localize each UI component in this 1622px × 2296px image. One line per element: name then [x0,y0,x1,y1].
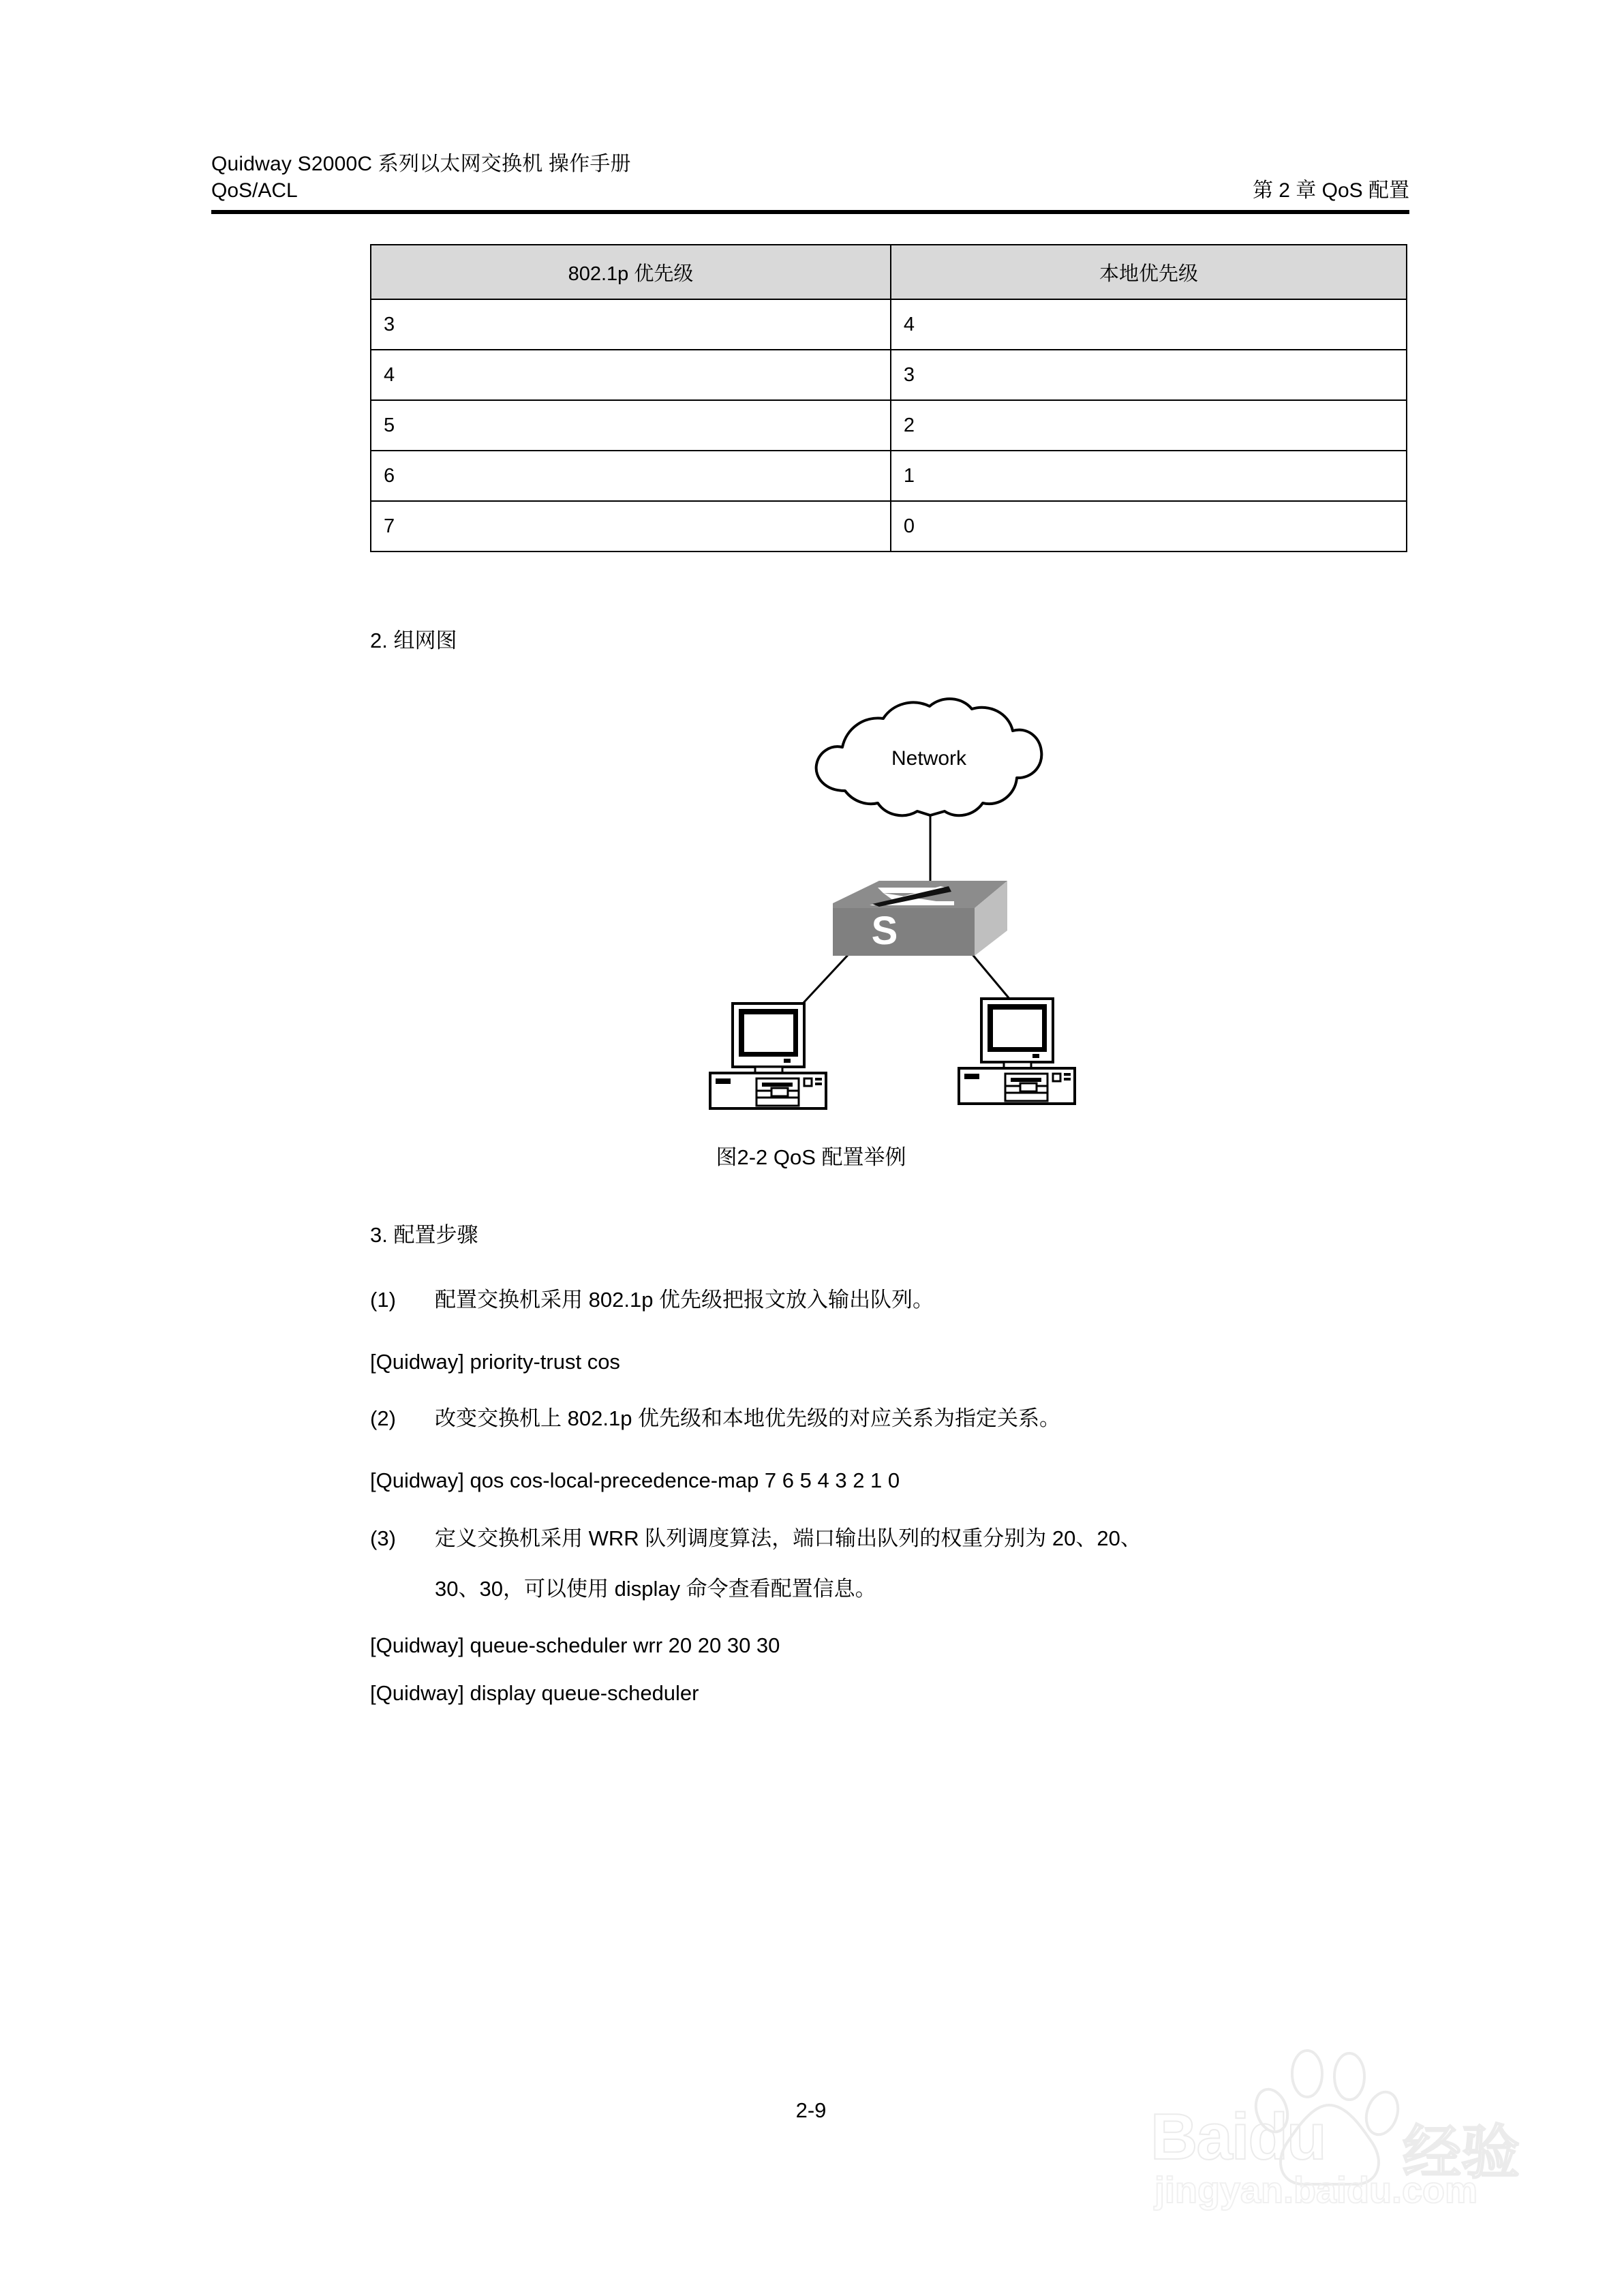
table-cell-8021p: 6 [371,451,891,501]
watermark-brand-cn: 经验 [1403,2120,1520,2186]
table-header-row [371,245,1407,299]
table-col-header-local: 本地优先级 [891,245,1407,299]
topology-svg [682,689,1090,1138]
pc-icon-left [710,1003,826,1108]
heading-networking-diagram: 2. 组网图 [370,629,457,652]
pc-icon-right [959,999,1075,1104]
priority-mapping-table [370,244,1407,552]
table-cell-local: 1 [891,451,1407,501]
baidu-watermark [1150,2031,1587,2236]
header-second-row [211,177,1409,205]
network-cloud-icon [816,699,1042,815]
command-line-1: [Quidway] priority-trust cos [370,1350,620,1374]
step-3-continuation [370,1569,1413,1609]
link-switch-to-pc-right [971,953,1013,1003]
table-cell-8021p: 4 [371,350,891,400]
table-row [371,400,1407,451]
page-number: 2-9 [795,2098,827,2122]
step-3-text-line2: 30、30，可以使用 display 命令查看配置信息。 [435,1577,876,1601]
table-col-header-8021p: 802.1p 优先级 [371,245,891,299]
header-rule [211,210,1409,214]
table-cell-local: 0 [891,501,1407,552]
watermark-url: jingyan.baidu.com [1154,2170,1478,2211]
command-line-4: [Quidway] display queue-scheduler [370,1681,699,1705]
step-3 [370,1519,1413,1558]
step-2-text: 改变交换机上 802.1p 优先级和本地优先级的对应关系为指定关系。 [435,1406,1061,1430]
header-chapter-label: 第 2 章 QoS 配置 [1252,179,1409,202]
table-row [371,501,1407,552]
running-header [211,151,1409,205]
watermark-brand: Baidu [1150,2100,1326,2173]
command-line-3: [Quidway] queue-scheduler wrr 20 20 30 30 [370,1633,780,1657]
switch-icon [833,881,1007,956]
command-line-2: [Quidway] qos cos-local-precedence-map 7 6 5 4 3 2 1 0 [370,1468,900,1492]
table-cell-local: 2 [891,400,1407,451]
step-2-number: (2) [370,1406,396,1430]
header-section-label: QoS/ACL [211,179,298,202]
step-1-text: 配置交换机采用 802.1p 优先级把报文放入输出队列。 [435,1288,934,1312]
table-row [371,350,1407,400]
figure-caption: 图2-2 QoS 配置举例 [716,1145,906,1169]
baidu-paw-icon [1150,2031,1587,2236]
heading-config-steps: 3. 配置步骤 [370,1223,478,1247]
table-cell-local: 3 [891,350,1407,400]
link-switch-to-pc-left [803,954,848,1003]
network-topology-figure [682,689,1090,1138]
cloud-label: Network [891,747,967,770]
step-1 [370,1280,1413,1320]
step-1-number: (1) [370,1288,396,1312]
table-cell-local: 4 [891,299,1407,350]
table-cell-8021p: 5 [371,400,891,451]
table-cell-8021p: 3 [371,299,891,350]
step-3-number: (3) [370,1526,396,1550]
step-2 [370,1399,1413,1438]
table-row [371,299,1407,350]
step-3-text-line1: 定义交换机采用 WRR 队列调度算法，端口输出队列的权重分别为 20、20、 [435,1526,1142,1550]
header-manual-title: Quidway S2000C 系列以太网交换机 操作手册 [211,153,631,175]
table-row [371,451,1407,501]
table-cell-8021p: 7 [371,501,891,552]
switch-label: S [871,909,898,953]
